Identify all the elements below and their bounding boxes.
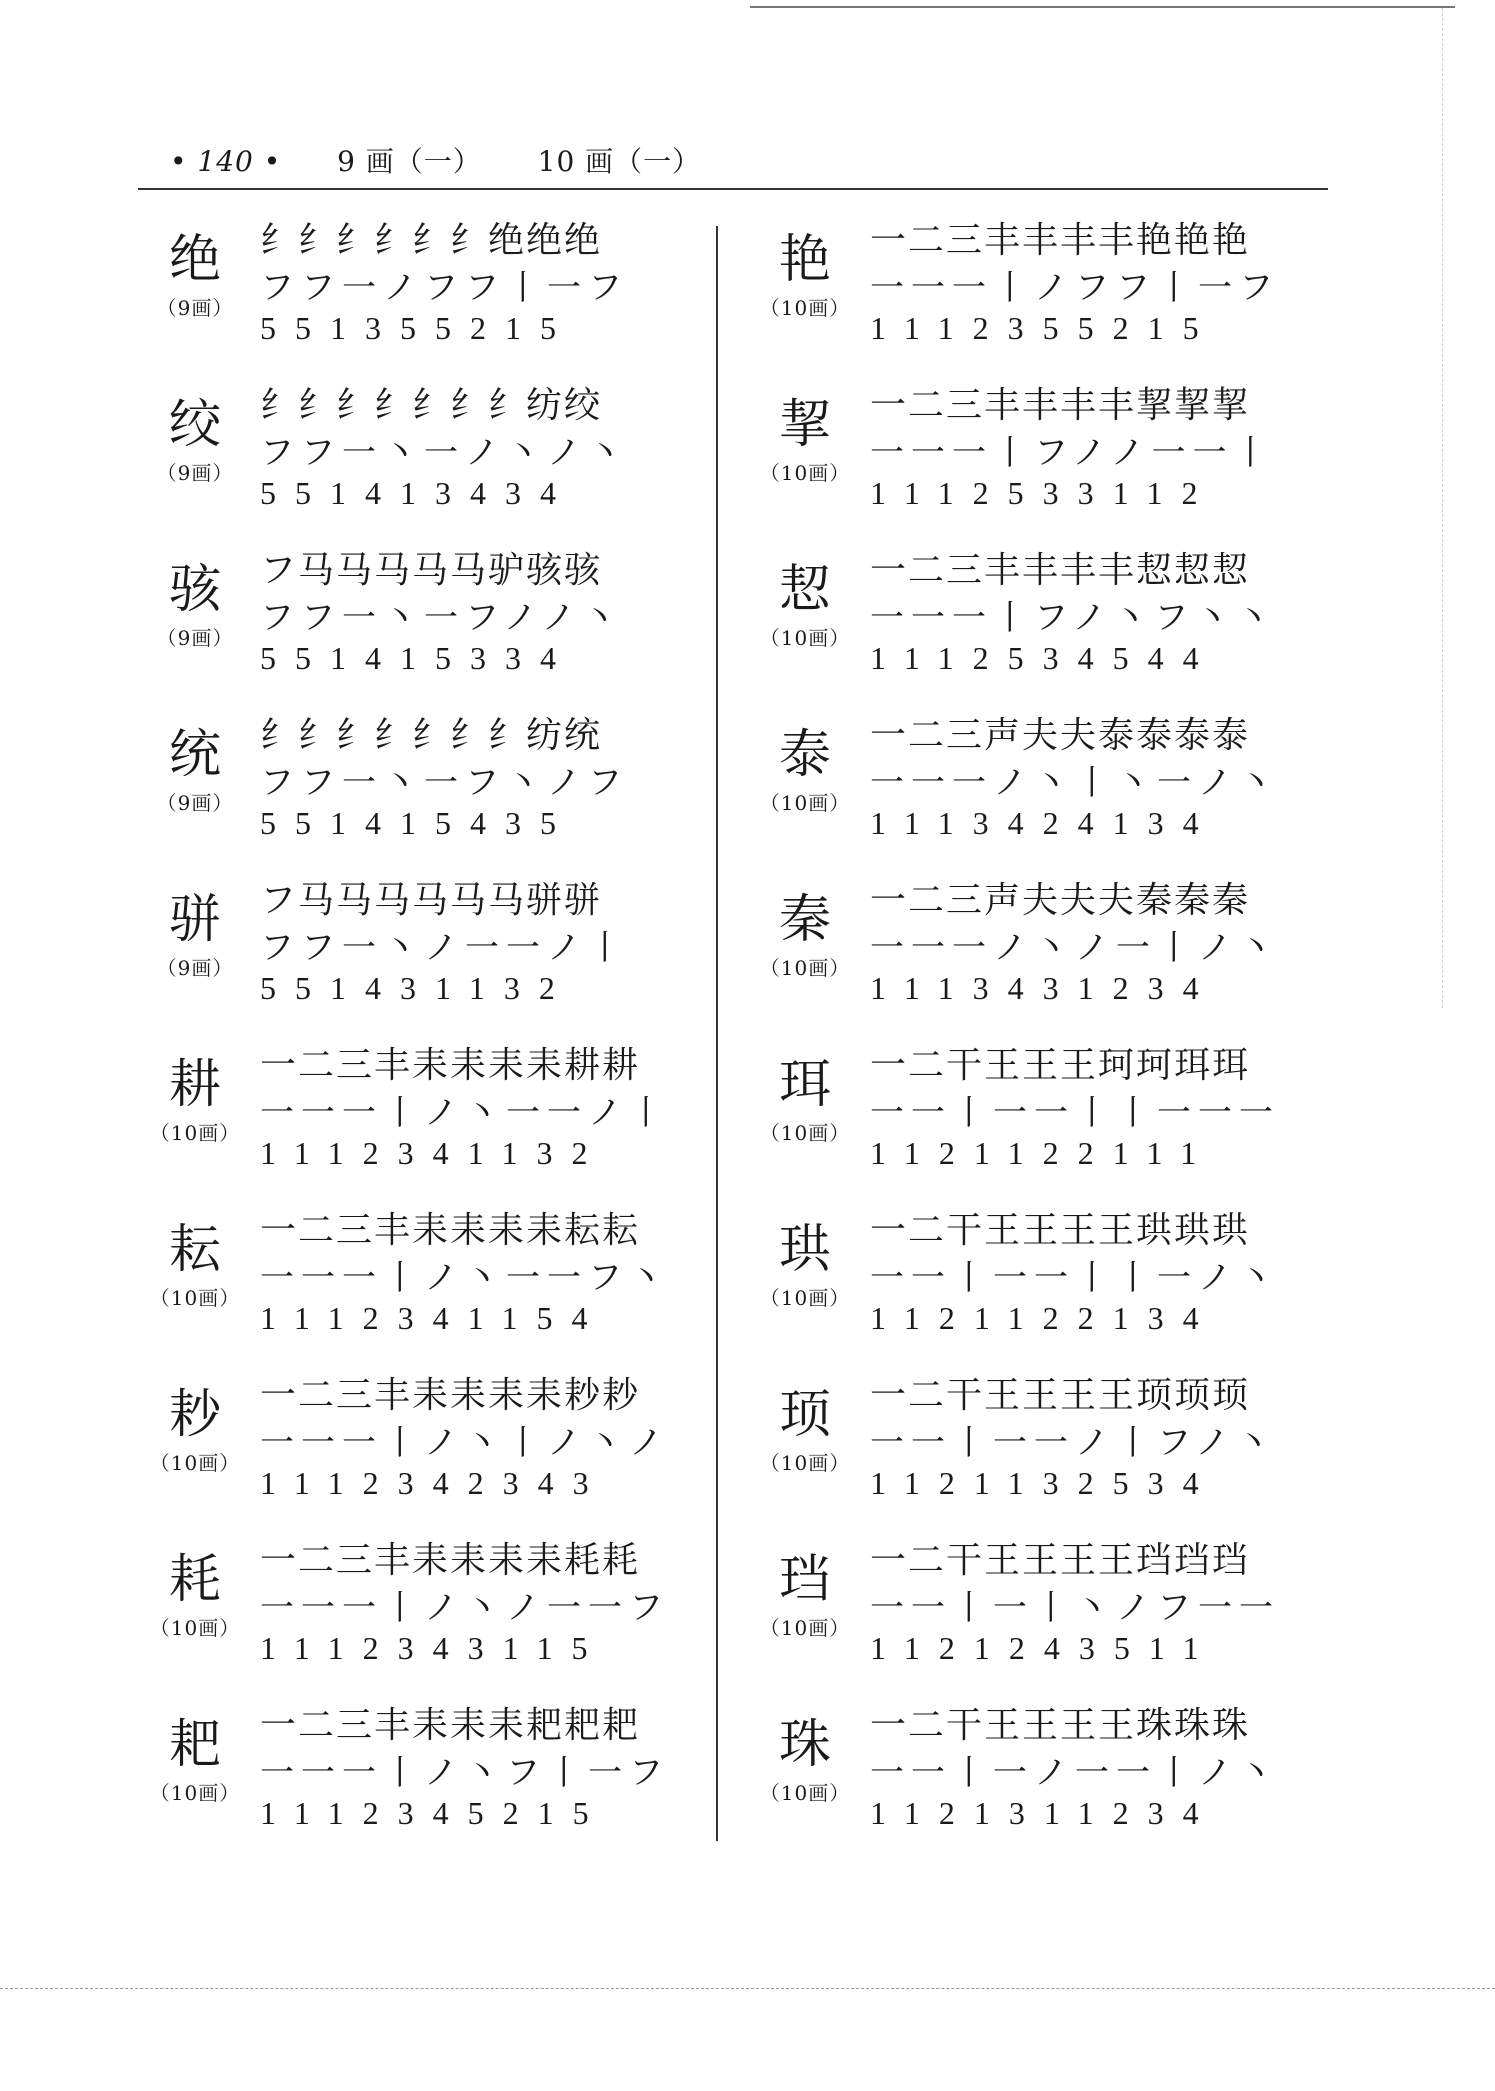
stroke-shapes: フフ一ノフフ丨一フ: [260, 268, 629, 308]
stroke-count: （9画）: [156, 791, 234, 815]
entry-珰: [750, 1532, 1390, 1682]
entry-char: 耖: [168, 1385, 221, 1445]
stroke-shapes: フフ一丶ノ一一ノ丨: [260, 928, 629, 968]
stroke-shapes: 一一一丨ノ丶一一フ丶: [260, 1258, 670, 1298]
stroke-count: （10画）: [149, 1451, 241, 1475]
stroke-count: （10画）: [759, 791, 851, 815]
entry-耙: [140, 1697, 780, 1847]
entry-珙: [750, 1202, 1390, 1352]
stroke-shapes: 一一丨一一ノ丨フノ丶: [870, 1423, 1278, 1463]
stroke-shapes: 一一一丨ノ丶丨ノ丶ノ: [260, 1423, 670, 1463]
entry-秦: [750, 872, 1390, 1022]
page-number: • 140 •: [170, 145, 282, 178]
stroke-count: （9画）: [156, 461, 234, 485]
stroke-codes: 1112534544: [870, 640, 1218, 676]
entry-挈: [750, 377, 1390, 527]
stroke-codes: 1121311234: [870, 1795, 1218, 1831]
stroke-sequence: 一二三丰耒耒耒耒耘耘: [260, 1210, 641, 1251]
section-title-10: 10 画（一）: [537, 145, 702, 178]
stroke-codes: 1112341154: [260, 1300, 607, 1336]
stroke-shapes: 一一一丨ノ丶一一ノ丨: [260, 1093, 670, 1133]
entry-char: 珠: [778, 1715, 831, 1775]
entry-骈: [140, 872, 780, 1022]
entry-char: 绝: [168, 230, 221, 290]
section-title-9: 9 画（一）: [337, 145, 482, 178]
entry-统: [140, 707, 780, 857]
stroke-count: （10画）: [759, 1121, 851, 1145]
stroke-codes: 551413434: [260, 475, 575, 511]
stroke-shapes: フフ一丶一フ丶ノフ: [260, 763, 629, 803]
entry-char: 绞: [168, 395, 221, 455]
stroke-sequence: 一二三丰丰丰丰恝恝恝: [870, 550, 1251, 591]
stroke-sequence: 一二三丰丰丰丰挈挈挈: [870, 385, 1251, 426]
stroke-shapes: 一一丨一ノ一一丨ノ丶: [870, 1753, 1280, 1793]
entry-char: 耗: [168, 1550, 221, 1610]
stroke-codes: 1112533112: [870, 475, 1217, 511]
entry-顼: [750, 1367, 1390, 1517]
stroke-count: （10画）: [759, 956, 851, 980]
stroke-count: （10画）: [759, 1781, 851, 1805]
bottom-rule: [0, 1988, 1495, 1989]
entry-char: 艳: [778, 230, 831, 290]
stroke-sequence: 一二三丰耒耒耒耙耙耙: [260, 1705, 641, 1746]
stroke-sequence: 一二三声夫夫夫秦秦秦: [870, 880, 1251, 921]
entry-绝: [140, 212, 780, 362]
margin-line: [1442, 8, 1443, 1008]
stroke-sequence: 一二干王王王王顼顼顼: [870, 1375, 1251, 1416]
page-header: [170, 140, 701, 180]
stroke-codes: 1113424134: [870, 805, 1218, 841]
stroke-count: （10画）: [149, 1616, 241, 1640]
stroke-shapes: 一一一丨フノノ一一丨: [870, 433, 1275, 473]
stroke-sequence: 一二三丰耒耒耒耒耖耖: [260, 1375, 641, 1416]
stroke-count: （10画）: [149, 1286, 241, 1310]
stroke-count: （10画）: [759, 1451, 851, 1475]
entry-珥: [750, 1037, 1390, 1187]
entry-char: 秦: [778, 890, 831, 950]
stroke-sequence: 一二干王王王王珠珠珠: [870, 1705, 1251, 1746]
stroke-count: （9画）: [156, 956, 234, 980]
entry-char: 耙: [168, 1715, 221, 1775]
stroke-sequence: 纟纟纟纟纟纟纟纺绞: [260, 385, 603, 426]
stroke-shapes: 一一一丨ノ丶フ丨一フ: [260, 1753, 670, 1793]
stroke-shapes: フフ一丶一フノノ丶: [260, 598, 624, 638]
entry-泰: [750, 707, 1390, 857]
stroke-shapes: 一一一丨ノフフ丨一フ: [870, 268, 1280, 308]
stroke-codes: 1121132534: [870, 1465, 1218, 1501]
stroke-shapes: 一一一丨フノ丶フ丶丶: [870, 598, 1278, 638]
entry-char: 恝: [778, 560, 831, 620]
stroke-count: （9画）: [156, 626, 234, 650]
entry-艳: [750, 212, 1390, 362]
stroke-codes: 1112342343: [260, 1465, 608, 1501]
entry-char: 挈: [778, 395, 831, 455]
entry-char: 珰: [778, 1550, 831, 1610]
stroke-shapes: 一一一丨ノ丶ノ一一フ: [260, 1588, 670, 1628]
entry-骇: [140, 542, 780, 692]
stroke-count: （10画）: [759, 461, 851, 485]
stroke-codes: 1121122134: [870, 1300, 1218, 1336]
entry-char: 耕: [168, 1055, 221, 1115]
stroke-count: （10画）: [759, 1286, 851, 1310]
entry-char: 统: [168, 725, 221, 785]
stroke-shapes: 一一丨一一丨丨一ノ丶: [870, 1258, 1280, 1298]
stroke-codes: 1121243511: [870, 1630, 1218, 1666]
stroke-codes: 1121122111: [870, 1135, 1216, 1171]
stroke-codes: 551415334: [260, 640, 575, 676]
stroke-shapes: 一一丨一丨丶ノフ一一: [870, 1588, 1280, 1628]
stroke-sequence: 一二三丰丰丰丰艳艳艳: [870, 220, 1251, 261]
entry-char: 珙: [778, 1220, 831, 1280]
entry-char: 骇: [168, 560, 221, 620]
stroke-sequence: フ马马马马马驴骇骇: [260, 550, 603, 591]
stroke-sequence: フ马马马马马马骈骈: [260, 880, 603, 921]
entry-char: 顼: [778, 1385, 831, 1445]
top-rule: [750, 6, 1455, 8]
entry-耘: [140, 1202, 780, 1352]
stroke-sequence: 纟纟纟纟纟纟纟纺统: [260, 715, 603, 756]
stroke-sequence: 一二干王王王珂珂珥珥: [870, 1045, 1251, 1086]
entry-char: 珥: [778, 1055, 831, 1115]
stroke-count: （10画）: [149, 1781, 241, 1805]
stroke-sequence: 一二干王王王王珰珰珰: [870, 1540, 1251, 1581]
entry-耖: [140, 1367, 780, 1517]
stroke-shapes: 一一丨一一丨丨一一一: [870, 1093, 1280, 1133]
entry-珠: [750, 1697, 1390, 1847]
stroke-codes: 551355215: [260, 310, 575, 346]
entry-耗: [140, 1532, 780, 1682]
stroke-codes: 1112345215: [260, 1795, 608, 1831]
stroke-shapes: 一一一ノ丶丨丶一ノ丶: [870, 763, 1280, 803]
entry-恝: [750, 542, 1390, 692]
entry-char: 耘: [168, 1220, 221, 1280]
stroke-count: （9画）: [156, 296, 234, 320]
stroke-sequence: 一二三丰耒耒耒耒耗耗: [260, 1540, 641, 1581]
stroke-codes: 1113431234: [870, 970, 1218, 1006]
stroke-sequence: 一二三声夫夫泰泰泰泰: [870, 715, 1251, 756]
stroke-shapes: フフ一丶一ノ丶ノ丶: [260, 433, 629, 473]
stroke-codes: 1112341132: [260, 1135, 607, 1171]
stroke-count: （10画）: [759, 1616, 851, 1640]
stroke-sequence: 一二干王王王王珙珙珙: [870, 1210, 1251, 1251]
stroke-codes: 1112343115: [260, 1630, 607, 1666]
entry-char: 泰: [778, 725, 831, 785]
entry-char: 骈: [168, 890, 221, 950]
stroke-codes: 1112355215: [870, 310, 1218, 346]
entry-耕: [140, 1037, 780, 1187]
stroke-sequence: 纟纟纟纟纟纟绝绝绝: [260, 220, 603, 261]
stroke-count: （10画）: [149, 1121, 241, 1145]
stroke-codes: 551431132: [260, 970, 574, 1006]
stroke-sequence: 一二三丰耒耒耒耒耕耕: [260, 1045, 641, 1086]
stroke-shapes: 一一一ノ丶ノ一丨ノ丶: [870, 928, 1280, 968]
entry-绞: [140, 377, 780, 527]
stroke-count: （10画）: [759, 626, 851, 650]
header-rule: [138, 188, 1328, 190]
stroke-count: （10画）: [759, 296, 851, 320]
stroke-codes: 551415435: [260, 805, 575, 841]
